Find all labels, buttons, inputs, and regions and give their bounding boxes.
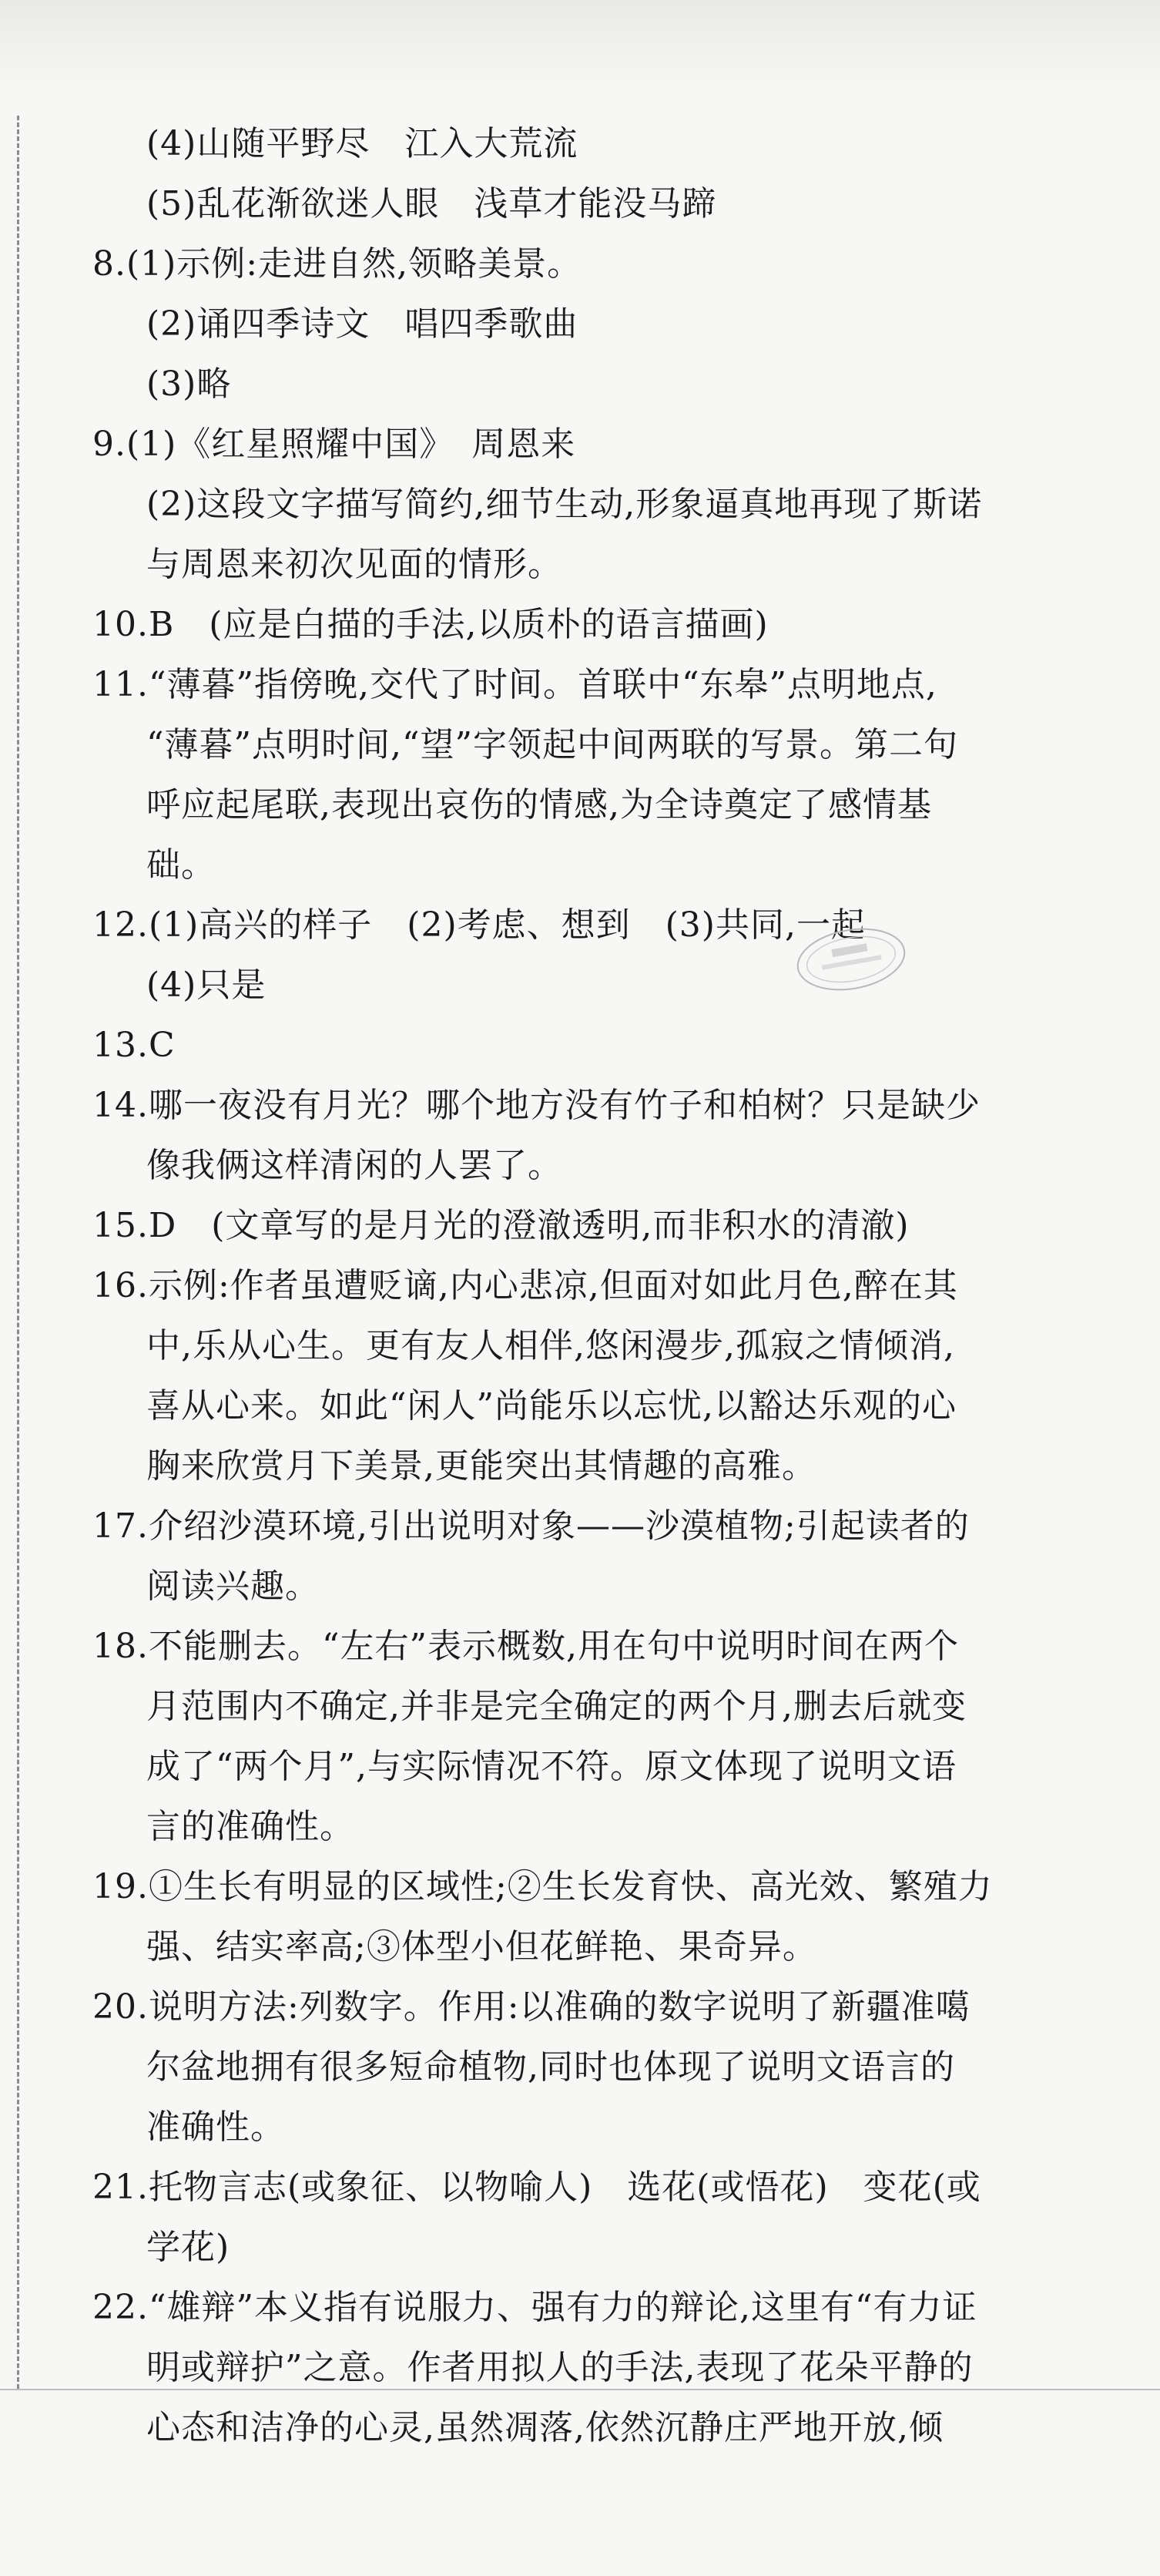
- answer-line: 与周恩来初次见面的情形。: [146, 545, 562, 584]
- answer-line: 胸来欣赏月下美景,更能突出其情趣的高雅。: [146, 1446, 816, 1486]
- page-bottom-rule: [0, 2389, 1160, 2390]
- answer-line: “薄暮”点明时间,“望”字领起中间两联的写景。第二句: [146, 725, 958, 764]
- answer-line: 强、结实率高;③体型小但花鲜艳、果奇异。: [146, 1927, 817, 1966]
- answer-line: 8.(1)示例:走进自然,领略美景。: [92, 244, 582, 284]
- answer-line: 础。: [146, 845, 216, 885]
- answer-text-block: [92, 114, 1063, 2458]
- answer-line: 20.说明方法:列数字。作用:以准确的数字说明了新疆准噶: [92, 1987, 971, 2027]
- answer-line: 呼应起尾联,表现出哀伤的情感,为全诗奠定了感情基: [146, 785, 932, 825]
- answer-line: (4)只是: [146, 966, 267, 1005]
- answer-line: 19.①生长有明显的区域性;②生长发育快、高光效、繁殖力: [92, 1867, 993, 1906]
- answer-line: 13.C: [92, 1026, 176, 1065]
- page-top-shadow: [0, 0, 1160, 92]
- binding-margin-dashed-line: [17, 116, 19, 2389]
- answer-line: 12.(1)高兴的样子 (2)考虑、想到 (3)共同,一起: [92, 905, 866, 945]
- answer-line: 15.D (文章写的是月光的澄澈透明,而非积水的清澈): [92, 1206, 910, 1245]
- answer-line: (4)山随平野尽 江入大荒流: [146, 124, 578, 163]
- answer-line: 像我俩这样清闲的人罢了。: [146, 1146, 562, 1185]
- answer-line: 成了“两个月”,与实际情况不符。原文体现了说明文语: [146, 1747, 957, 1786]
- answer-line: 言的准确性。: [146, 1807, 354, 1846]
- answer-line: 心态和洁净的心灵,虽然凋落,依然沉静庄严地开放,倾: [146, 2408, 944, 2447]
- answer-line: 10.B (应是白描的手法,以质朴的语言描画): [92, 605, 769, 644]
- answer-line: 21.托物言志(或象征、以物喻人) 选花(或悟花) 变花(或: [92, 2168, 981, 2207]
- answer-line: 月范围内不确定,并非是完全确定的两个月,删去后就变: [146, 1687, 967, 1726]
- answer-line: 喜从心来。如此“闲人”尚能乐以忘忧,以豁达乐观的心: [146, 1386, 957, 1426]
- answer-line: 阅读兴趣。: [146, 1567, 320, 1606]
- answer-line: 准确性。: [146, 2107, 285, 2147]
- answer-line: 明或辩护”之意。作者用拟人的手法,表现了花朵平静的: [146, 2348, 974, 2387]
- answer-line: 17.介绍沙漠环境,引出说明对象——沙漠植物;引起读者的: [92, 1506, 970, 1546]
- answer-line: 16.示例:作者虽遭贬谪,内心悲凉,但面对如此月色,醉在其: [92, 1266, 958, 1305]
- answer-line: 中,乐从心生。更有友人相伴,悠闲漫步,孤寂之情倾消,: [146, 1326, 955, 1365]
- answer-line: (2)诵四季诗文 唱四季歌曲: [146, 304, 578, 344]
- answer-line: (2)这段文字描写简约,细节生动,形象逼真地再现了斯诺: [146, 485, 983, 524]
- answer-line: 尔盆地拥有很多短命植物,同时也体现了说明文语言的: [146, 2047, 955, 2087]
- answer-line: 14.哪一夜没有月光？哪个地方没有竹子和柏树？只是缺少: [92, 1086, 981, 1125]
- answer-line: 11.“薄暮”指傍晚,交代了时间。首联中“东皋”点明地点,: [92, 665, 937, 704]
- answer-line: 18.不能删去。“左右”表示概数,用在句中说明时间在两个: [92, 1627, 959, 1666]
- answer-line: 学花): [146, 2228, 230, 2267]
- answer-line: 22.“雄辩”本义指有说服力、强有力的辩论,这里有“有力证: [92, 2288, 977, 2327]
- answer-line: (3)略: [146, 364, 232, 404]
- answer-line: (5)乱花渐欲迷人眼 浅草才能没马蹄: [146, 184, 717, 223]
- answer-line: 9.(1)《红星照耀中国》 周恩来: [92, 425, 576, 464]
